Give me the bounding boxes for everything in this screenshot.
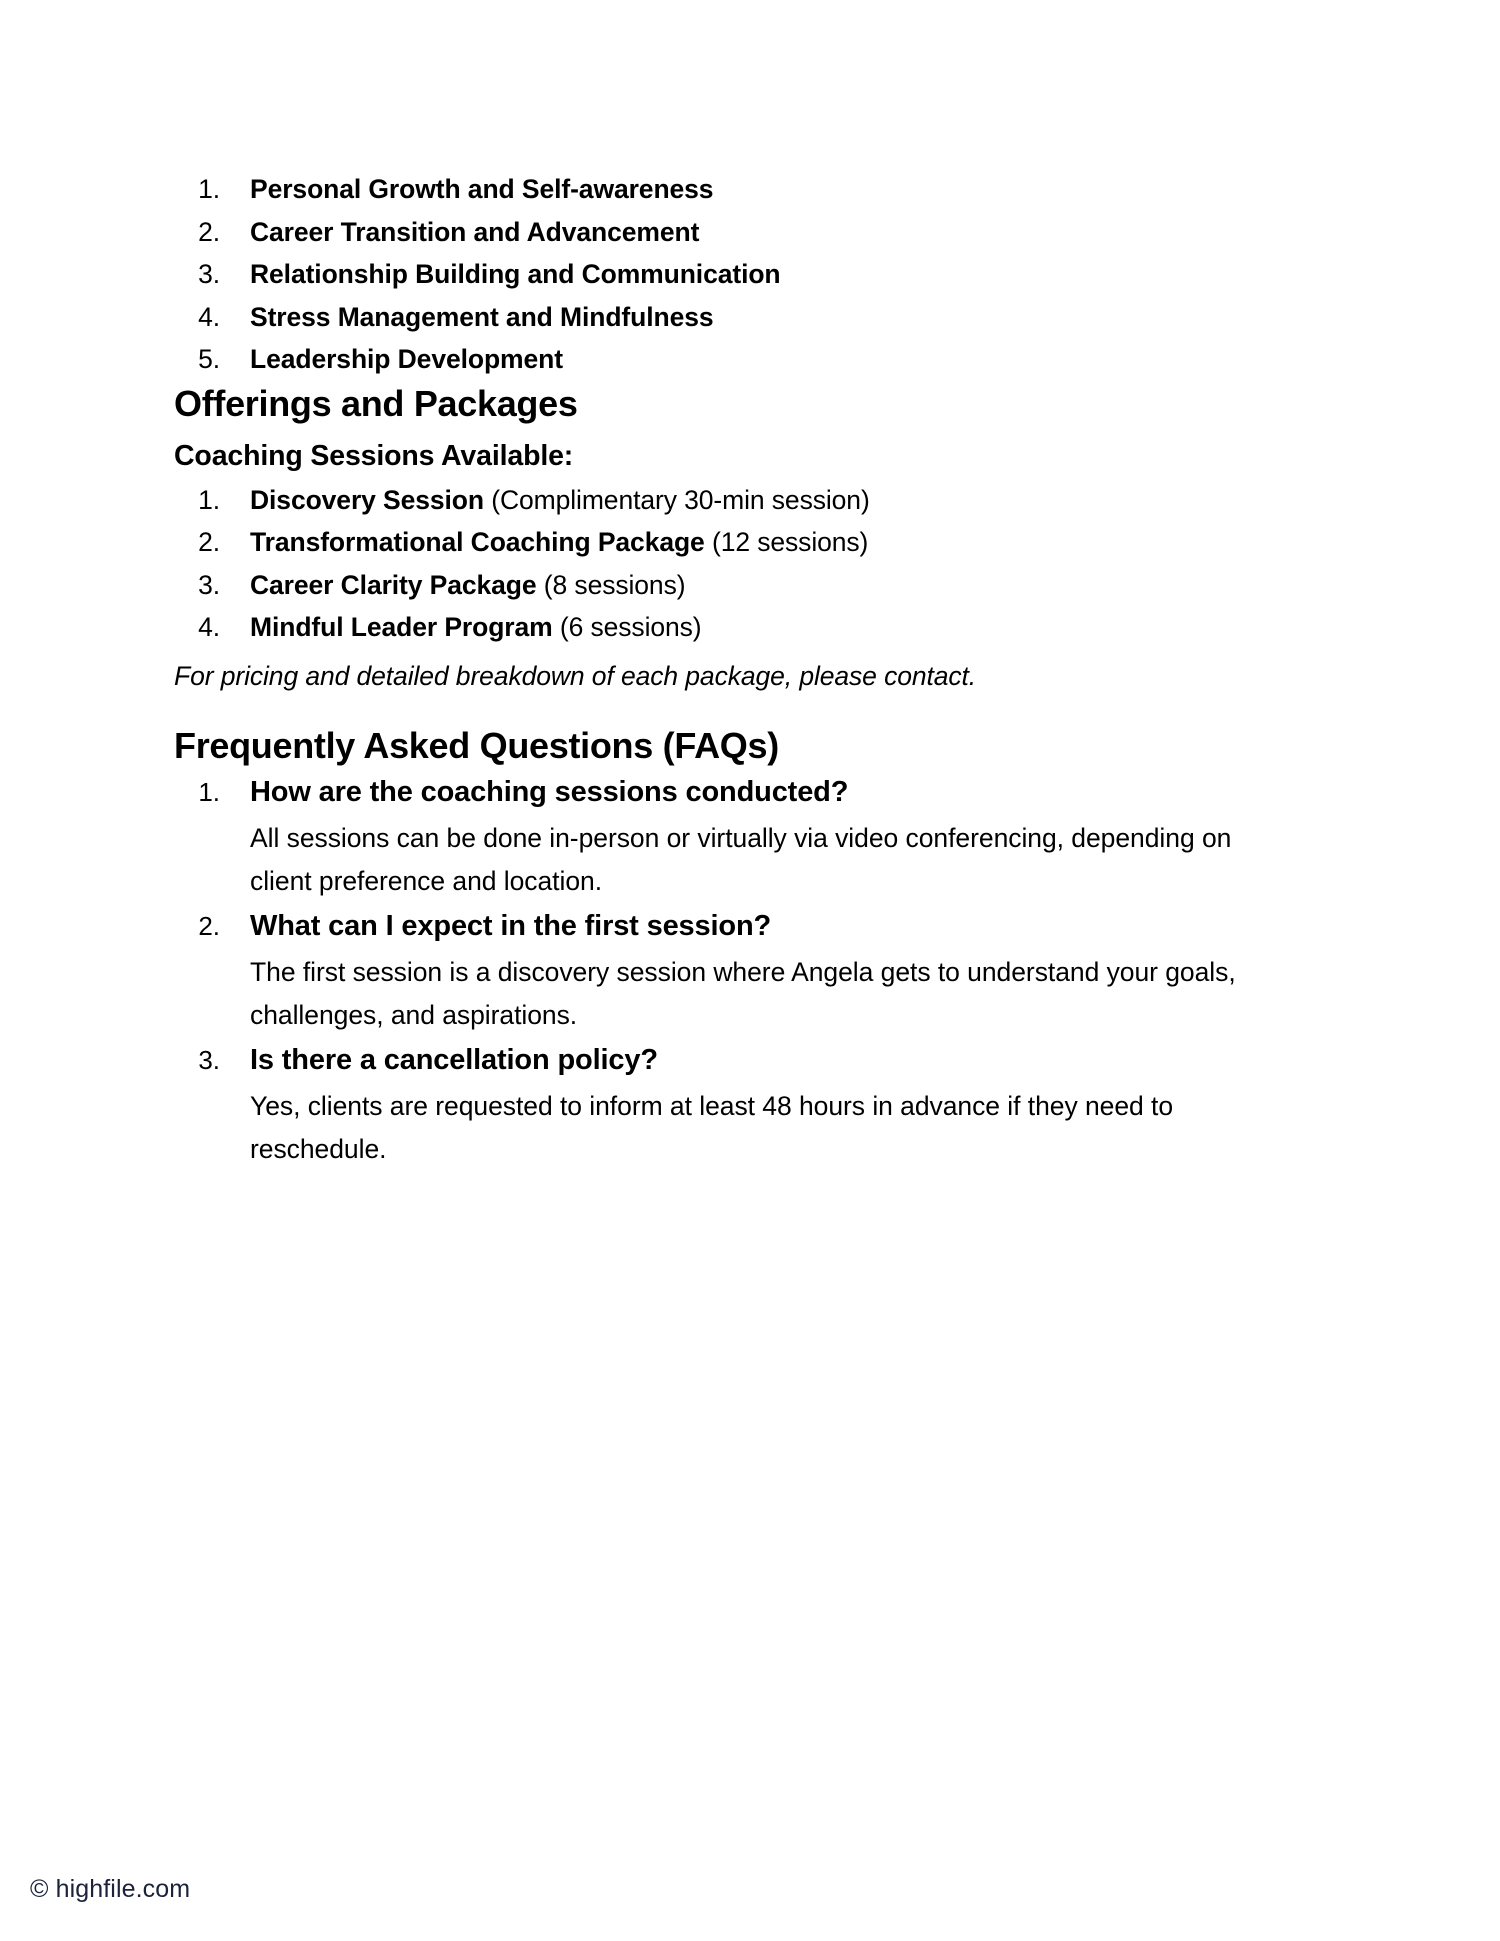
- list-item: [174, 296, 1259, 339]
- list-marker: 5.: [198, 344, 220, 374]
- list-item: [174, 479, 1259, 522]
- list-item: [174, 338, 1259, 381]
- footer-site-label: highfile.com: [55, 1875, 191, 1903]
- list-marker: 4.: [198, 612, 220, 642]
- list-marker: 4.: [198, 301, 220, 332]
- subheading-coaching-sessions: Coaching Sessions Available:: [174, 439, 574, 472]
- list-item: [174, 606, 1259, 649]
- faq-answer: Yes, clients are requested to inform at least 48 hours in advance if they need to reschedule.: [250, 1091, 1174, 1164]
- footer-watermark: [30, 1874, 190, 1904]
- faq-question: What can I expect in the first session?: [250, 910, 772, 942]
- package-name: Discovery Session: [250, 484, 484, 515]
- faq-item: [174, 903, 1259, 1037]
- list-marker: 3.: [198, 569, 220, 600]
- list-marker: 2.: [198, 527, 220, 557]
- package-name: Mindful Leader Program: [250, 612, 553, 642]
- package-detail: (6 sessions): [552, 612, 702, 642]
- faq-question: Is there a cancellation policy?: [250, 1044, 658, 1076]
- coaching-topics-list: [174, 168, 1259, 381]
- list-item: [174, 168, 1259, 211]
- faq-list: [174, 769, 1259, 1171]
- list-marker: 2.: [198, 216, 220, 247]
- package-name: Transformational Coaching Package: [250, 527, 705, 557]
- copyright-icon: ©: [30, 1875, 49, 1903]
- package-detail: (12 sessions): [704, 527, 869, 557]
- faq-answer: The first session is a discovery session where Angela gets to understand your goals, challenges, and aspirations.: [250, 957, 1236, 1030]
- list-item: [174, 521, 1259, 564]
- section-heading-offerings: Offerings and Packages: [174, 382, 578, 424]
- list-item-label: Career Transition and Advancement: [250, 216, 700, 247]
- list-marker: 1.: [198, 777, 220, 807]
- package-detail: (8 sessions): [536, 569, 686, 600]
- pricing-note: For pricing and detailed breakdown of each package, please contact.: [174, 660, 977, 691]
- list-item: [174, 564, 1259, 607]
- list-item-label: Stress Management and Mindfulness: [250, 301, 714, 332]
- list-item: [174, 211, 1259, 254]
- list-marker: 3.: [198, 1045, 220, 1075]
- document-content: [174, 168, 1259, 1171]
- list-item-label: Leadership Development: [250, 344, 563, 374]
- faq-question: How are the coaching sessions conducted?: [250, 776, 849, 808]
- list-marker: 3.: [198, 259, 220, 289]
- faq-answer: All sessions can be done in-person or virtually via video conferencing, depending on client preference and location.: [250, 823, 1232, 896]
- faq-item: [174, 1037, 1259, 1171]
- list-marker: 2.: [198, 911, 220, 941]
- list-item-label: Personal Growth and Self-awareness: [250, 174, 714, 204]
- package-detail: (Complimentary 30-min session): [483, 484, 870, 515]
- faq-item: [174, 769, 1259, 903]
- list-item-label: Relationship Building and Communication: [250, 259, 781, 289]
- list-marker: 1.: [198, 174, 220, 204]
- package-name: Career Clarity Package: [250, 569, 537, 600]
- packages-list: [174, 479, 1259, 649]
- list-item: [174, 253, 1259, 296]
- list-marker: 1.: [198, 484, 220, 515]
- section-heading-faq: Frequently Asked Questions (FAQs): [174, 725, 779, 766]
